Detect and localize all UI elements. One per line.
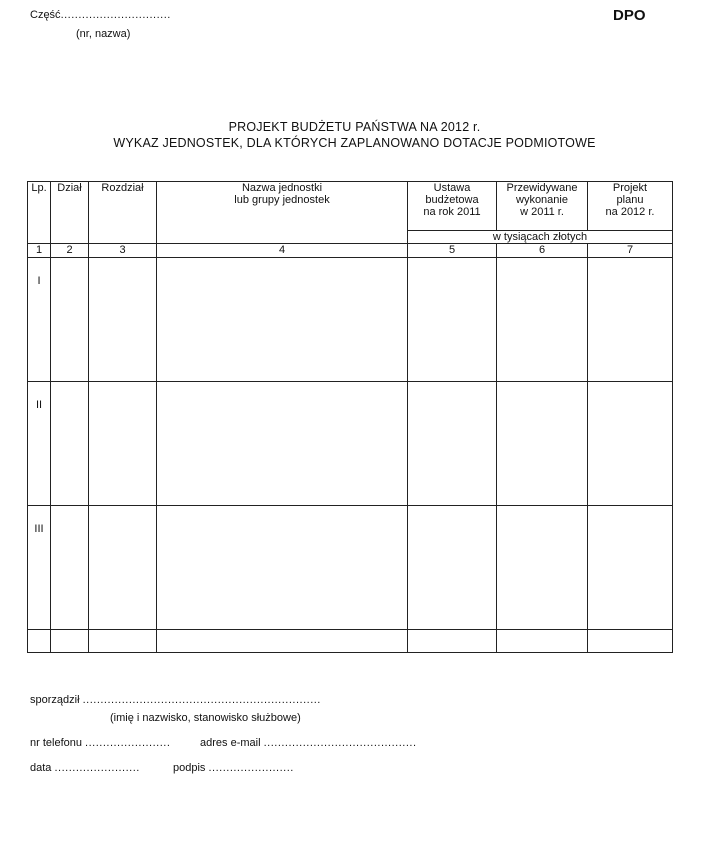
section-label: I (37, 275, 41, 287)
section-label-cell (28, 382, 51, 506)
section-row-ii (28, 382, 673, 506)
unit-label: w tysiącach złotych (408, 231, 673, 244)
part-field (30, 9, 171, 21)
table-cell[interactable] (408, 630, 497, 653)
table-cell[interactable] (157, 382, 408, 506)
col-header-rozdzial: Rozdział (89, 182, 157, 244)
table-cell[interactable] (408, 258, 497, 382)
col-header-nazwa: Nazwa jednostki lub grupy jednostek (157, 182, 408, 244)
table-cell[interactable] (89, 506, 157, 630)
table-cell[interactable] (408, 506, 497, 630)
col-number: 2 (51, 244, 89, 258)
table-cell[interactable] (51, 382, 89, 506)
table-cell[interactable] (588, 382, 673, 506)
col-number: 5 (408, 244, 497, 258)
table-cell[interactable] (497, 258, 588, 382)
section-label-cell (28, 506, 51, 630)
section-label: III (34, 523, 44, 535)
table-cell[interactable] (51, 506, 89, 630)
table-cell[interactable] (157, 258, 408, 382)
part-dots: ............................... (60, 9, 171, 21)
table-cell[interactable] (588, 630, 673, 653)
col-header-ustawa: Ustawa budżetowa na rok 2011 (408, 182, 497, 231)
header-row (28, 182, 673, 231)
table-cell[interactable] (497, 382, 588, 506)
prepared-by-field[interactable] (30, 694, 321, 706)
prepared-by-dots: ................................................................... (82, 694, 321, 706)
table-cell[interactable] (51, 258, 89, 382)
table-cell[interactable] (408, 382, 497, 506)
part-label: Część (30, 9, 61, 21)
table-cell[interactable] (28, 630, 51, 653)
section-label-cell (28, 258, 51, 382)
table-cell[interactable] (588, 506, 673, 630)
table-cell[interactable] (497, 506, 588, 630)
budget-table (27, 181, 673, 653)
date-dots: ........................ (54, 762, 140, 774)
signature-label: podpis (173, 762, 206, 774)
document-subtitle: WYKAZ JEDNOSTEK, DLA KTÓRYCH ZAPLANOWANO DOTACJE PODMIOTOWE (113, 136, 596, 150)
column-number-row (28, 244, 673, 258)
phone-field[interactable] (30, 737, 170, 749)
form-code: DPO (613, 7, 646, 24)
table-cell[interactable] (588, 258, 673, 382)
table-cell[interactable] (157, 630, 408, 653)
signature-field[interactable] (173, 762, 294, 774)
table-cell[interactable] (89, 258, 157, 382)
document-title: PROJEKT BUDŻETU PAŃSTWA NA 2012 r. (228, 120, 481, 134)
date-label: data (30, 762, 52, 774)
section-row-i (28, 258, 673, 382)
total-row (28, 630, 673, 653)
col-number: 1 (28, 244, 51, 258)
col-number: 3 (89, 244, 157, 258)
signature-dots: ........................ (208, 762, 294, 774)
col-header-projekt: Projekt planu na 2012 r. (588, 182, 673, 231)
table-cell[interactable] (89, 630, 157, 653)
table-cell[interactable] (51, 630, 89, 653)
email-label: adres e-mail (200, 737, 261, 749)
prepared-by-label: sporządził (30, 694, 80, 706)
email-field[interactable] (200, 737, 417, 749)
part-hint: (nr, nazwa) (76, 28, 131, 40)
table-cell[interactable] (157, 506, 408, 630)
phone-dots: ........................ (85, 737, 171, 749)
section-label: II (35, 399, 43, 411)
col-number: 4 (157, 244, 408, 258)
col-header-przewidywane: Przewidywane wykonanie w 2011 r. (497, 182, 588, 231)
table-cell[interactable] (89, 382, 157, 506)
section-row-iii (28, 506, 673, 630)
date-field[interactable] (30, 762, 140, 774)
col-header-lp: Lp. (28, 182, 51, 244)
phone-label: nr telefonu (30, 737, 82, 749)
table-cell[interactable] (497, 630, 588, 653)
col-header-dzial: Dział (51, 182, 89, 244)
prepared-by-hint: (imię i nazwisko, stanowisko służbowe) (110, 712, 301, 724)
col-number: 6 (497, 244, 588, 258)
col-number: 7 (588, 244, 673, 258)
email-dots: ........................................... (263, 737, 417, 749)
